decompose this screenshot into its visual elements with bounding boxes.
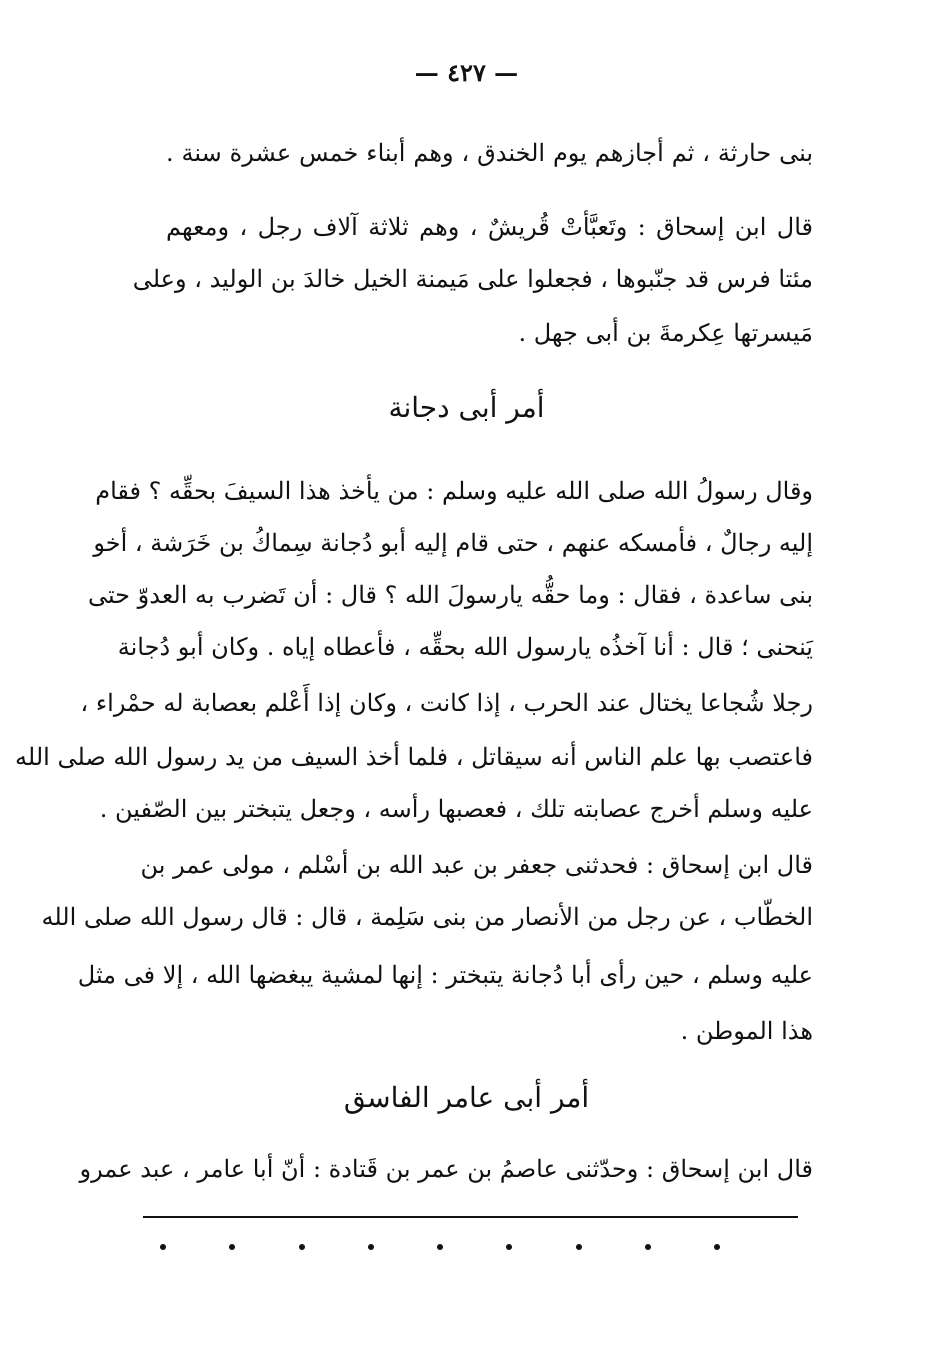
dot-mark: [506, 1244, 512, 1250]
text-line: قال ابن إسحاق : وحدّثنى عاصمُ بن عمر بن قَتادة : أنّ أبا عامر ، عبد عمرو: [79, 1155, 813, 1183]
footer-dots: [160, 1244, 720, 1250]
text-line: قال ابن إسحاق : وتَعبَّأتْ قُريشٌ ، وهم ثلاثة آلاف رجل ، ومعهم: [166, 213, 813, 241]
dot-mark: [645, 1244, 651, 1250]
dot-mark: [299, 1244, 305, 1250]
text-line: عليه وسلم ، حين رأى أبا دُجانة يتبختر : إنها لمشية يبغضها الله ، إلا فى مثل: [77, 961, 813, 989]
dot-mark: [160, 1244, 166, 1250]
dot-mark: [576, 1244, 582, 1250]
page-number: — ٤٢٧ —: [414, 58, 519, 87]
footnote-rule: [143, 1216, 798, 1218]
text-line: يَنحنى ؛ قال : أنا آخذُه يارسول الله بحقِّه ، فأعطاه إياه . وكان أبو دُجانة: [117, 633, 813, 661]
text-line: مَيسرتها عِكرمةَ بن أبى جهل .: [518, 319, 813, 347]
text-line: إليه رجالٌ ، فأمسكه عنهم ، حتى قام إليه أبو دُجانة سِماكُ بن خَرَشة ، أخو: [93, 529, 813, 557]
text-line: مئتا فرس قد جنّبوها ، فجعلوا على مَيمنة الخيل خالدَ بن الوليد ، وعلى: [132, 265, 813, 293]
text-line: هذا الموطن .: [680, 1017, 813, 1045]
text-line: وقال رسولُ الله صلى الله عليه وسلم : من يأخذ هذا السيفَ بحقِّه ؟ فقام: [95, 477, 813, 505]
text-line: بنى ساعدة ، فقال : وما حقُّه يارسولَ الله ؟ قال : أن تَضرب به العدوّ حتى: [87, 581, 813, 609]
text-line: رجلا شُجاعا يختال عند الحرب ، إذا كانت ، وكان إذا أَعْلم بعصابة له حمْراء ،: [80, 689, 813, 717]
text-line: عليه وسلم أخرج عصابته تلك ، فعصبها رأسه ، وجعل يتبختر بين الصّفين .: [99, 795, 813, 823]
section-heading: أمر أبى عامر الفاسق: [343, 1081, 590, 1114]
text-line: فاعتصب بها علم الناس أنه سيقاتل ، فلما أخذ السيف من يد رسول الله صلى الله: [15, 743, 813, 771]
dot-mark: [714, 1244, 720, 1250]
text-line: بنى حارثة ، ثم أجازهم يوم الخندق ، وهم أبناء خمس عشرة سنة .: [166, 139, 813, 167]
text-line: الخطّاب ، عن رجل من الأنصار من بنى سَلِمة ، قال : قال رسول الله صلى الله: [41, 903, 813, 931]
section-heading: أمر أبى دجانة: [388, 391, 545, 424]
dot-mark: [229, 1244, 235, 1250]
dot-mark: [368, 1244, 374, 1250]
text-line: قال ابن إسحاق : فحدثنى جعفر بن عبد الله بن أسْلم ، مولى عمر بن: [140, 851, 813, 879]
dot-mark: [437, 1244, 443, 1250]
